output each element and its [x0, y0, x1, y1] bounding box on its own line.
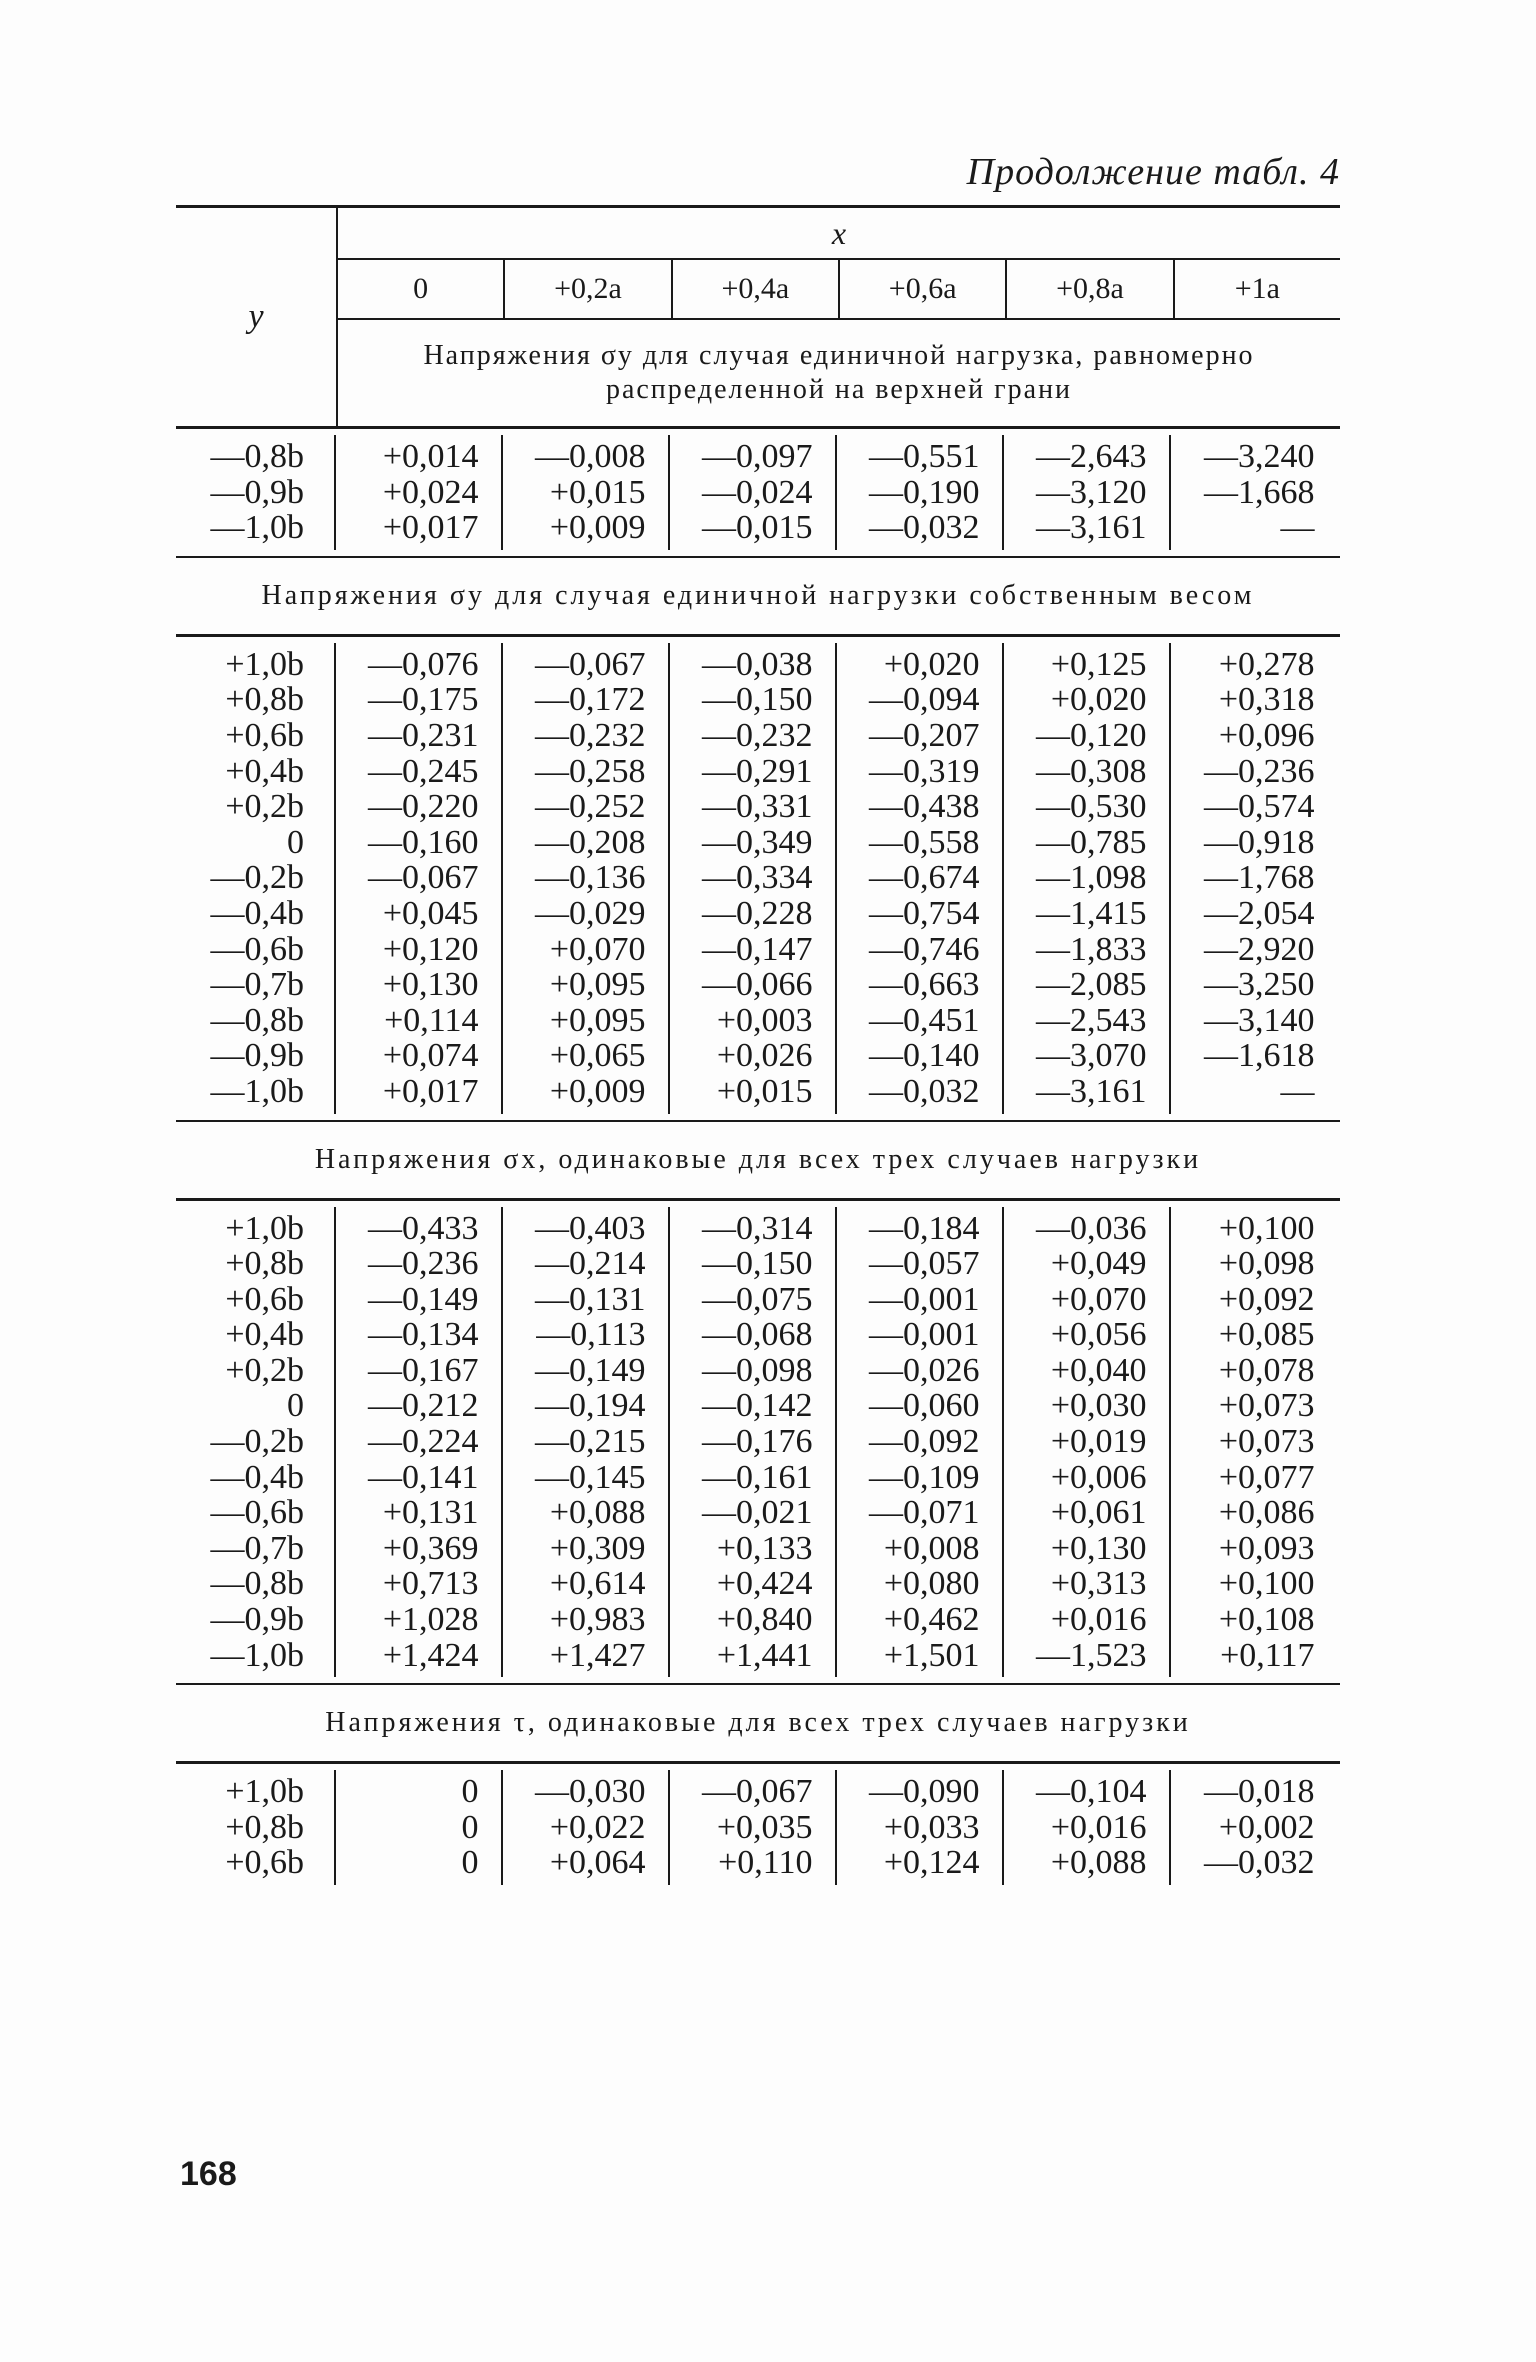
table-cell: —0,574: [1204, 788, 1315, 826]
y-value: +1,0b: [225, 1209, 304, 1247]
value-column: [336, 435, 503, 550]
y-value: +1,0b: [225, 645, 304, 683]
table-cell: +0,130: [1050, 1529, 1147, 1567]
table-cell: —0,231: [368, 716, 479, 754]
table-cell: +0,009: [549, 1072, 646, 1110]
y-value-column: [176, 643, 336, 1114]
table-cell: —0,015: [702, 509, 813, 547]
value-column: [837, 1770, 1004, 1885]
table-cell: +0,056: [1050, 1316, 1147, 1354]
table-cell: +0,108: [1218, 1601, 1315, 1639]
table-cell: +0,033: [883, 1808, 980, 1846]
y-value: —0,6b: [210, 1494, 304, 1532]
table-cell: +0,093: [1218, 1529, 1315, 1567]
table-cell: —0,032: [1204, 1844, 1315, 1882]
table-cell: —0,149: [535, 1351, 646, 1389]
table-cell: +0,309: [549, 1529, 646, 1567]
table-cell: —0,403: [535, 1209, 646, 1247]
table-cell: +1,441: [716, 1636, 813, 1674]
table-cell: +1,427: [549, 1636, 646, 1674]
table-cell: —0,245: [368, 752, 479, 790]
table-cell: —0,208: [535, 823, 646, 861]
table-cell: +0,026: [716, 1037, 813, 1075]
table-cell: +0,085: [1218, 1316, 1315, 1354]
table-cell: —0,094: [869, 681, 980, 719]
table-cell: +0,074: [382, 1037, 479, 1075]
table-cell: +0,073: [1218, 1387, 1315, 1425]
table-cell: —2,085: [1036, 966, 1147, 1004]
value-column: [503, 643, 670, 1114]
table-cell: —0,319: [869, 752, 980, 790]
table-cell: —0,032: [869, 1072, 980, 1110]
table-cell: —0,076: [368, 645, 479, 683]
column-header: +0,8a: [1007, 260, 1174, 318]
table-cell: +0,614: [549, 1565, 646, 1603]
table-cell: —0,785: [1036, 823, 1147, 861]
table-cell: +0,120: [382, 930, 479, 968]
table-cell: —0,098: [702, 1351, 813, 1389]
table-cell: —0,021: [702, 1494, 813, 1532]
value-column: [336, 643, 503, 1114]
table-cell: —0,194: [535, 1387, 646, 1425]
y-value: —0,4b: [210, 894, 304, 932]
table-cell: —3,161: [1036, 509, 1147, 547]
table-cell: —0,291: [702, 752, 813, 790]
section-caption: Напряжения τ, одинаковые для всех трех случаев нагрузки: [325, 1707, 1191, 1739]
table-cell: +0,049: [1050, 1245, 1147, 1283]
table-cell: —0,314: [702, 1209, 813, 1247]
table-cell: +0,073: [1218, 1423, 1315, 1461]
y-value-column: [176, 1207, 336, 1678]
table-cell: —0,190: [869, 473, 980, 511]
table-cell: +0,078: [1218, 1351, 1315, 1389]
column-header: +0,4a: [673, 260, 840, 318]
y-value: +0,4b: [225, 752, 304, 790]
table-cell: +0,125: [1050, 645, 1147, 683]
value-column: [1171, 643, 1338, 1114]
table-cell: +0,015: [716, 1072, 813, 1110]
y-value: —0,8b: [210, 438, 304, 475]
value-column: [837, 435, 1004, 550]
table-cell: —0,104: [1036, 1773, 1147, 1811]
table-cell: —0,120: [1036, 716, 1147, 754]
section1-block: [176, 429, 1340, 556]
value-column: [1171, 435, 1338, 550]
table-cell: —0,067: [702, 1773, 813, 1811]
table-cell: —0,214: [535, 1245, 646, 1283]
table-cell: +0,019: [1050, 1423, 1147, 1461]
table-cell: —0,220: [368, 788, 479, 826]
table-cell: +0,124: [883, 1844, 980, 1882]
table-cell: +0,003: [716, 1001, 813, 1039]
table-cell: —0,558: [869, 823, 980, 861]
table-cell: —0,167: [368, 1351, 479, 1389]
table-cell: +0,020: [883, 645, 980, 683]
table-cell: +0,713: [382, 1565, 479, 1603]
table-cell: —0,071: [869, 1494, 980, 1532]
y-value-column: [176, 435, 336, 550]
y-value: 0: [287, 1387, 304, 1425]
table-cell: +0,017: [382, 509, 479, 547]
section3-block: [176, 1201, 1340, 1684]
table-cell: +0,840: [716, 1601, 813, 1639]
table-cell: —1,618: [1204, 1037, 1315, 1075]
y-value: +0,2b: [225, 788, 304, 826]
column-header: +0,6a: [840, 260, 1007, 318]
y-value: +0,6b: [225, 716, 304, 754]
y-value: —0,9b: [210, 1037, 304, 1075]
table-cell: —0,331: [702, 788, 813, 826]
table-cell: +0,114: [384, 1001, 479, 1039]
table-cell: +0,313: [1050, 1565, 1147, 1603]
table-cell: —0,215: [535, 1423, 646, 1461]
table-cell: —0,060: [869, 1387, 980, 1425]
section4-block: [176, 1764, 1340, 1891]
header-right: [338, 208, 1340, 426]
table-cell: —0,236: [368, 1245, 479, 1283]
table-cell: —3,250: [1204, 966, 1315, 1004]
table-cell: —3,120: [1036, 473, 1147, 511]
table-cell: —0,147: [702, 930, 813, 968]
value-column: [837, 1207, 1004, 1678]
y-value: +0,8b: [225, 1808, 304, 1846]
table-cell: —0,224: [368, 1423, 479, 1461]
table-cell: —0,066: [702, 966, 813, 1004]
table-cell: —0,038: [702, 645, 813, 683]
table-cell: +0,088: [1050, 1844, 1147, 1882]
table-cell: —0,032: [869, 509, 980, 547]
y-value: +0,8b: [225, 1245, 304, 1283]
table-cell: —3,161: [1036, 1072, 1147, 1110]
table-cell: —0,349: [702, 823, 813, 861]
y-value: —1,0b: [210, 1636, 304, 1674]
table-cell: +0,983: [549, 1601, 646, 1639]
table-header: [176, 208, 1340, 426]
table-cell: —0,334: [702, 859, 813, 897]
table-cell: +0,133: [716, 1529, 813, 1567]
y-value: —0,7b: [210, 1529, 304, 1567]
table-cell: —0,150: [702, 1245, 813, 1283]
table-cell: —0,232: [702, 716, 813, 754]
value-column: [503, 1207, 670, 1678]
table-cell: 0: [461, 1844, 479, 1882]
table-cell: —2,543: [1036, 1001, 1147, 1039]
table-cell: +0,424: [716, 1565, 813, 1603]
value-column: [1004, 643, 1171, 1114]
table-cell: —0,184: [869, 1209, 980, 1247]
table-cell: —0,097: [702, 438, 813, 475]
value-column: [336, 1770, 503, 1885]
table-cell: —1,415: [1036, 894, 1147, 932]
table-cell: —2,054: [1204, 894, 1315, 932]
table-cell: +0,017: [382, 1072, 479, 1110]
column-headers: [338, 260, 1340, 320]
y-value: +0,2b: [225, 1351, 304, 1389]
table-cell: —0,161: [702, 1458, 813, 1496]
y-value: —0,8b: [210, 1001, 304, 1039]
table-cell: —0,663: [869, 966, 980, 1004]
table-cell: —0,024: [702, 473, 813, 511]
table-cell: —0,068: [702, 1316, 813, 1354]
table-cell: —0,134: [368, 1316, 479, 1354]
table-cell: —0,001: [869, 1280, 980, 1318]
table-cell: —1,668: [1204, 473, 1315, 511]
table-cell: +0,086: [1218, 1494, 1315, 1532]
y-axis-label: y: [176, 208, 338, 426]
value-column: [1171, 1770, 1338, 1885]
table-cell: —0,451: [869, 1001, 980, 1039]
table-cell: 0: [461, 1773, 479, 1811]
table-cell: —2,920: [1204, 930, 1315, 968]
table-cell: +0,095: [549, 966, 646, 1004]
table-cell: —0,918: [1204, 823, 1315, 861]
y-value: —1,0b: [210, 509, 304, 547]
table-cell: —0,142: [702, 1387, 813, 1425]
table-cell: —0,252: [535, 788, 646, 826]
table-cell: —0,036: [1036, 1209, 1147, 1247]
table-cell: +0,070: [1050, 1280, 1147, 1318]
section-caption: Напряжения σy для случая единичной нагрузка, равномерно распределенной на верхней грани: [423, 340, 1255, 405]
table-cell: +0,088: [549, 1494, 646, 1532]
table-cell: +0,092: [1218, 1280, 1315, 1318]
table-cell: —0,308: [1036, 752, 1147, 790]
value-column: [1004, 1770, 1171, 1885]
y-value-column: [176, 1770, 336, 1885]
table-cell: —0,145: [535, 1458, 646, 1496]
table-cell: +0,024: [382, 473, 479, 511]
y-value: —0,7b: [210, 966, 304, 1004]
table-cell: —0,067: [368, 859, 479, 897]
table-cell: —0,228: [702, 894, 813, 932]
table-cell: —0,136: [535, 859, 646, 897]
table-cell: —3,240: [1204, 438, 1315, 475]
table-cell: —0,109: [869, 1458, 980, 1496]
section-caption: Напряжения σy для случая единичной нагрузки собственным весом: [261, 579, 1255, 611]
table-cell: +0,040: [1050, 1351, 1147, 1389]
value-column: [336, 1207, 503, 1678]
table-cell: —0,001: [869, 1316, 980, 1354]
table-cell: +0,045: [382, 894, 479, 932]
table-cell: —0,212: [368, 1387, 479, 1425]
table-cell: +0,131: [382, 1494, 479, 1532]
table-cell: —0,057: [869, 1245, 980, 1283]
table-cell: —0,131: [535, 1280, 646, 1318]
table-cell: —1,523: [1036, 1636, 1147, 1674]
table-cell: +0,462: [883, 1601, 980, 1639]
y-value: +0,6b: [225, 1844, 304, 1882]
value-column: [503, 435, 670, 550]
table-cell: —2,643: [1036, 438, 1147, 475]
table-cell: +0,369: [382, 1529, 479, 1567]
table-cell: +0,008: [883, 1529, 980, 1567]
table-cell: —0,090: [869, 1773, 980, 1811]
table-cell: +1,501: [883, 1636, 980, 1674]
table-cell: —0,674: [869, 859, 980, 897]
table-cell: +0,130: [382, 966, 479, 1004]
table-cell: +0,035: [716, 1808, 813, 1846]
table-cell: —0,150: [702, 681, 813, 719]
table-cell: —0,236: [1204, 752, 1315, 790]
table-cell: +0,318: [1218, 681, 1315, 719]
value-column: [1004, 1207, 1171, 1678]
y-value: —0,4b: [210, 1458, 304, 1496]
section2-block: [176, 637, 1340, 1120]
y-value: —0,2b: [210, 859, 304, 897]
table-cell: +0,070: [549, 930, 646, 968]
table-cell: —0,551: [869, 438, 980, 475]
column-header: +1a: [1234, 272, 1280, 305]
value-column: [670, 435, 837, 550]
y-value: —0,9b: [210, 473, 304, 511]
table-cell: +0,009: [549, 509, 646, 547]
table-cell: +0,064: [549, 1844, 646, 1882]
x-axis-label: x: [338, 208, 1340, 260]
table-cell: +0,016: [1050, 1808, 1147, 1846]
table-cell: —0,026: [869, 1351, 980, 1389]
table-cell: +0,065: [549, 1037, 646, 1075]
table-cell: —0,113: [536, 1316, 646, 1354]
table-cell: +0,278: [1218, 645, 1315, 683]
table-cell: —0,092: [869, 1423, 980, 1461]
y-value: +0,4b: [225, 1316, 304, 1354]
table-cell: —0,175: [368, 681, 479, 719]
table-cell: —0,746: [869, 930, 980, 968]
table-cell: —0,018: [1204, 1773, 1315, 1811]
table-cell: +0,016: [1050, 1601, 1147, 1639]
y-value: —0,9b: [210, 1601, 304, 1639]
table-cell: —0,176: [702, 1423, 813, 1461]
table-cell: +1,424: [382, 1636, 479, 1674]
y-value: +1,0b: [225, 1773, 304, 1811]
continuation-title: Продолжение табл. 4: [966, 151, 1340, 193]
table-cell: +0,014: [382, 438, 479, 475]
table-cell: +0,022: [549, 1808, 646, 1846]
table-cell: +0,100: [1218, 1209, 1315, 1247]
table-cell: —0,067: [535, 645, 646, 683]
table-cell: —0,030: [535, 1773, 646, 1811]
table-cell: —1,833: [1036, 930, 1147, 968]
y-value: —0,8b: [210, 1565, 304, 1603]
y-value: 0: [287, 823, 304, 861]
table-cell: +0,100: [1218, 1565, 1315, 1603]
table-cell: +0,096: [1218, 716, 1315, 754]
page-number: 168: [180, 2155, 237, 2193]
table-cell: +0,061: [1050, 1494, 1147, 1532]
table-cell: +0,095: [549, 1001, 646, 1039]
table-cell: —3,070: [1036, 1037, 1147, 1075]
table-cell: —0,754: [869, 894, 980, 932]
column-header: +0,2a: [505, 260, 672, 318]
value-column: [670, 1770, 837, 1885]
table-cell: —0,160: [368, 823, 479, 861]
value-column: [837, 643, 1004, 1114]
section-caption: Напряжения σx, одинаковые для всех трех случаев нагрузки: [314, 1143, 1202, 1175]
table-cell: —0,149: [368, 1280, 479, 1318]
value-column: [1004, 435, 1171, 550]
value-column: [1171, 1207, 1338, 1678]
stress-table: [176, 205, 1340, 1891]
table-cell: —: [1280, 509, 1315, 547]
y-value: +0,6b: [225, 1280, 304, 1318]
value-column: [670, 643, 837, 1114]
table-cell: —0,207: [869, 716, 980, 754]
table-cell: —0,433: [368, 1209, 479, 1247]
value-column: [503, 1770, 670, 1885]
y-value: —1,0b: [210, 1072, 304, 1110]
table-cell: —0,258: [535, 752, 646, 790]
y-value: —0,6b: [210, 930, 304, 968]
table-cell: +0,077: [1218, 1458, 1315, 1496]
table-cell: +0,098: [1218, 1245, 1315, 1283]
y-value: —0,2b: [210, 1423, 304, 1461]
table-cell: —0,172: [535, 681, 646, 719]
column-header: 0: [338, 260, 505, 318]
table-cell: —0,141: [368, 1458, 479, 1496]
table-cell: —3,140: [1204, 1001, 1315, 1039]
table-cell: +0,117: [1220, 1636, 1315, 1674]
table-cell: +0,080: [883, 1565, 980, 1603]
table-cell: +0,110: [718, 1844, 813, 1882]
table-cell: —0,075: [702, 1280, 813, 1318]
table-cell: —1,098: [1036, 859, 1147, 897]
table-cell: —1,768: [1204, 859, 1315, 897]
table-cell: +0,006: [1050, 1458, 1147, 1496]
table-cell: +0,020: [1050, 681, 1147, 719]
table-cell: +0,015: [549, 473, 646, 511]
table-cell: —0,232: [535, 716, 646, 754]
table-cell: —0,438: [869, 788, 980, 826]
y-value: +0,8b: [225, 681, 304, 719]
table-cell: —0,530: [1036, 788, 1147, 826]
table-cell: +0,002: [1218, 1808, 1315, 1846]
table-cell: —: [1280, 1072, 1315, 1110]
table-cell: 0: [461, 1808, 479, 1846]
table-cell: —0,029: [535, 894, 646, 932]
table-cell: +0,030: [1050, 1387, 1147, 1425]
table-cell: —0,140: [869, 1037, 980, 1075]
table-cell: +1,028: [382, 1601, 479, 1639]
table-cell: —0,008: [535, 438, 646, 475]
value-column: [670, 1207, 837, 1678]
